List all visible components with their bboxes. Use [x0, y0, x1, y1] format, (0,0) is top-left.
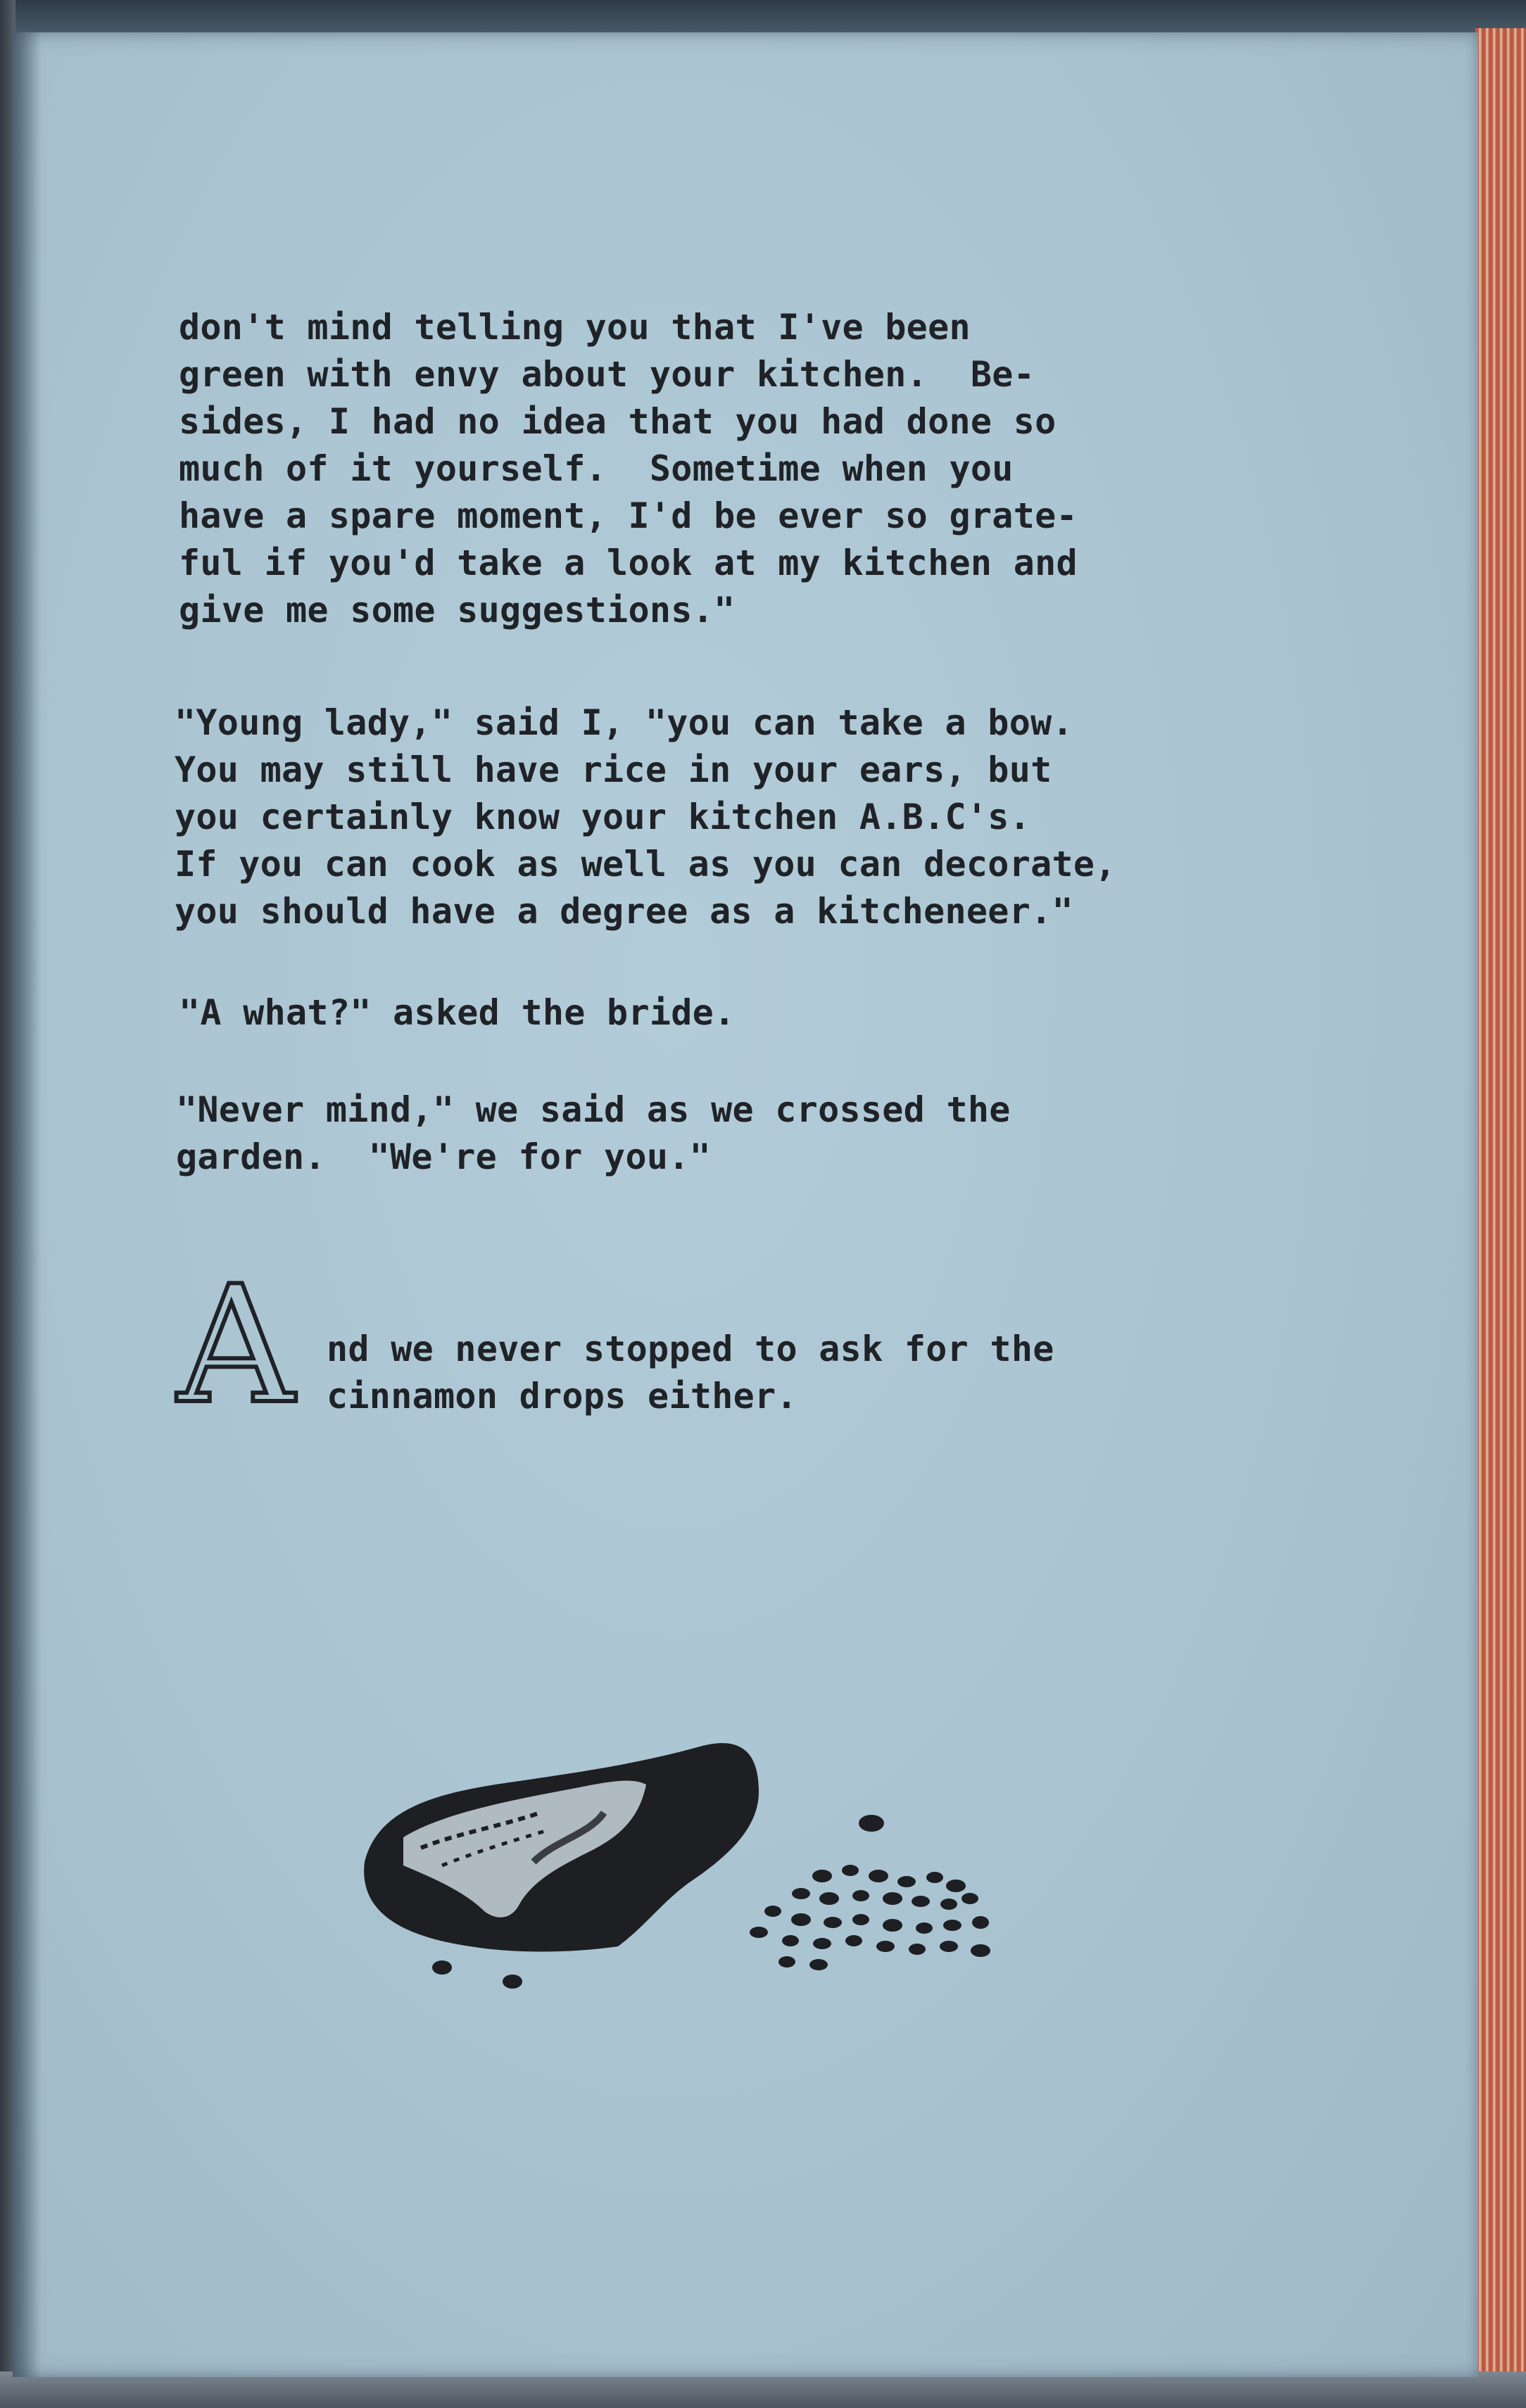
text-line: you certainly know your kitchen A.B.C's. — [175, 797, 1031, 837]
text-line: have a spare moment, I'd be ever so grate- — [179, 495, 1078, 536]
paragraph-1 — [179, 304, 1078, 634]
text-line: you should have a degree as a kitcheneer." — [175, 891, 1073, 932]
drop-cap-text: A — [177, 1271, 295, 1412]
text-line: sides, I had no idea that you had done so — [179, 401, 1057, 442]
paragraph-4 — [176, 1086, 1011, 1181]
paragraph-3 — [179, 989, 735, 1037]
text-line: cinnamon drops either. — [327, 1376, 797, 1417]
text-line: "Never mind," we said as we crossed the — [176, 1089, 1011, 1130]
text-line: don't mind telling you that I've been — [179, 307, 971, 348]
text-line: You may still have rice in your ears, but — [175, 749, 1052, 790]
page-edges — [1475, 28, 1526, 2378]
book-page — [13, 32, 1478, 2377]
cake-and-cinnamon-drops-illustration — [336, 1714, 1026, 1996]
text-line: ful if you'd take a look at my kitchen and — [179, 543, 1078, 583]
text-line: "A what?" asked the bride. — [179, 992, 736, 1033]
text-line: much of it yourself. Sometime when you — [179, 448, 1014, 489]
text-line: garden. "We're for you." — [176, 1136, 712, 1177]
paragraph-5 — [327, 1326, 1054, 1420]
text-line: green with envy about your kitchen. Be- — [179, 354, 1035, 395]
page-gutter-shadow — [13, 32, 41, 2377]
paragraph-2 — [175, 699, 1116, 935]
drop-cap-letter — [169, 1271, 303, 1412]
book-cover-top — [0, 0, 1526, 34]
text-line: If you can cook as well as you can decorate, — [175, 844, 1116, 885]
text-line: give me some suggestions." — [179, 590, 736, 630]
text-line: "Young lady," said I, "you can take a bow. — [175, 702, 1073, 743]
text-line: nd we never stopped to ask for the — [327, 1329, 1054, 1369]
